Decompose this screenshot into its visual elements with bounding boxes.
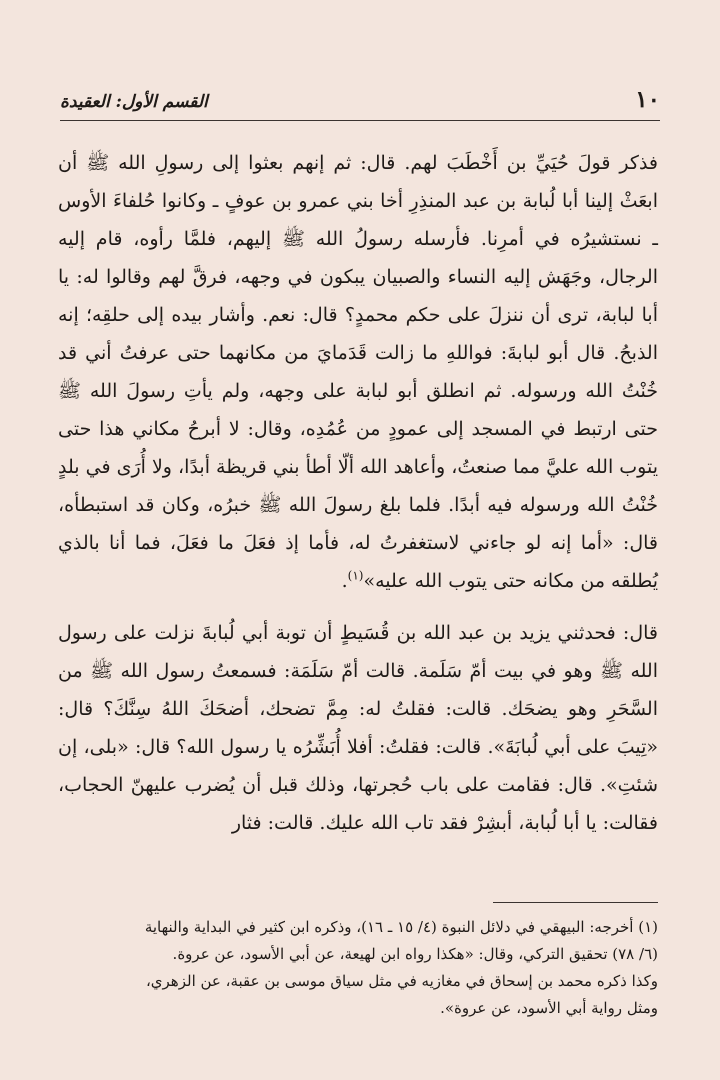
main-text xyxy=(58,144,658,842)
paragraph xyxy=(58,614,658,842)
footnote-line: (٦/ ٧٨) تحقيق التركي، وقال: «هكذا رواه ابن لهيعة، عن أبي الأسود، عن عروة. xyxy=(172,945,658,963)
page-header xyxy=(60,88,660,121)
footnote-line: ومثل رواية أبي الأسود، عن عروة». xyxy=(440,999,658,1017)
page-number: ١٠ xyxy=(635,86,660,113)
paragraph-end: . xyxy=(341,570,348,592)
footnote-line: وكذا ذكره محمد بن إسحاق في مغازيه في مثل سياق موسى بن عقبة، عن الزهري، xyxy=(145,972,658,990)
paragraph xyxy=(58,144,658,600)
footnote-line: (١) أخرجه: البيهقي في دلائل النبوة (٤/ ١٥ ـ ١٦)، وذكره ابن كثير في البداية والنهاية xyxy=(144,918,658,936)
paragraph-text: قال: فحدثني يزيد بن عبد الله بن قُسَيطٍ أن توبة أبي لُبابةَ نزلت على رسول الله ﷺ وهو في بيت أمّ سَلَمة. قالت أمّ سَلَمَة: فسمعتُ رسول الله ﷺ من السَّحَرِ وهو يضحَك. قالت: فقلتُ له: مِمَّ تضحك، أضحَكَ اللهُ سِنَّكَ؟ قال: «تِيبَ على أبي لُبابَةَ». قالت: فقلتُ: أفلا أُبَشِّرُه يا رسول الله؟ قال: «بلى، إن شئتِ». قال: فقامت على باب حُجرتها، وذلك قبل أن يُضرب عليهنّ الحجاب، فقالت: يا أبا لُبابة، أبشِرْ فقد تاب الله عليك. قالت: فثار xyxy=(58,622,658,834)
footnote-separator xyxy=(493,902,658,903)
footnote-reference: (١) xyxy=(347,568,364,583)
paragraph-text: فذكر قولَ حُيَيِّ بن أَخْطَبَ لهم. قال: ثم إنهم بعثوا إلى رسولِ الله ﷺ أن ابعَثْ إلينا أبا لُبابة بن عبد المنذِرِ أخا بني عمرو بن عوفٍ ـ وكانوا حُلفاءَ الأوس ـ نستشيرُه في أمرِنا. فأرسله رسولُ الله ﷺ إليهم، فلمَّا رأوه، قام إليه الرجال، وجَهَش إليه النساء والصبيان يبكون في وجهه، فرقَّ لهم وقالوا له: يا أبا لبابة، ترى أن ننزلَ على حكم محمدٍ؟ قال: نعم. وأشار بيده إلى حلقِه؛ إنه الذبحُ. قال أبو لبابةَ: فواللهِ ما زالت قَدَمايَ من مكانهما حتى عرفتُ أني قد خُنْتُ الله ورسوله. ثم انطلق أبو لبابة على وجهه، ولم يأتِ رسولَ الله ﷺ حتى ارتبط في المسجد إلى عمودٍ من عُمُدِه، وقال: لا أبرحُ مكاني هذا حتى يتوب الله عليَّ مما صنعتُ، وأعاهد الله ألّا أطأ بني قريظة أبدًا، ولا أُرَى في بلدٍ خُنْتُ الله ورسوله فيه أبدًا. فلما بلغ رسولَ الله ﷺ خبرُه، وكان قد استبطأه، قال: «أما إنه لو جاءني لاستغفرتُ له، فأما إذ فعَلَ ما فعَلَ، فما أنا بالذي يُطلقه من مكانه حتى يتوب الله عليه» xyxy=(58,152,658,592)
running-title: القسم الأول: العقيدة xyxy=(60,92,208,112)
footnotes xyxy=(58,914,658,1022)
